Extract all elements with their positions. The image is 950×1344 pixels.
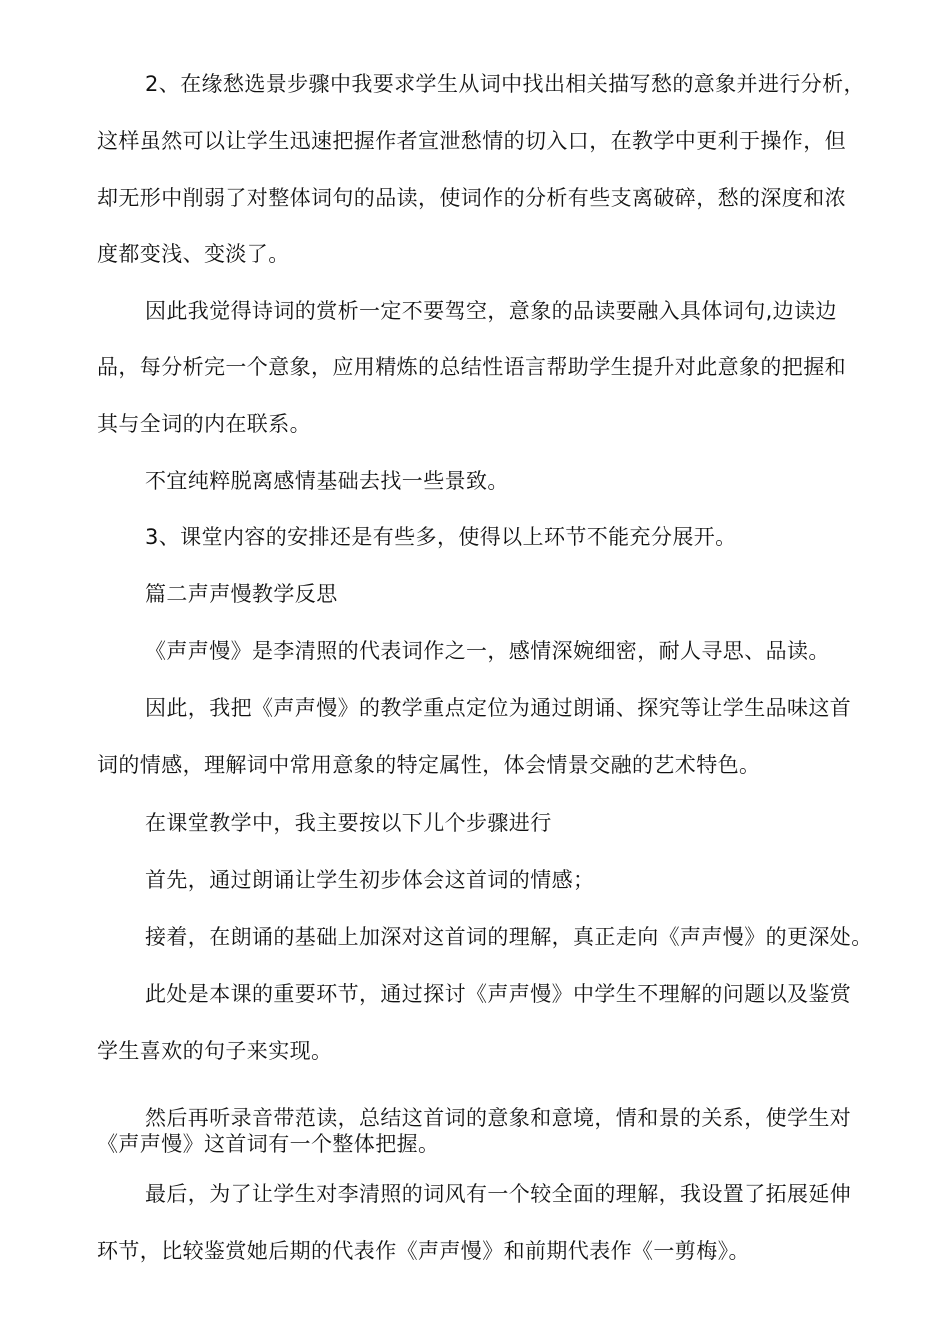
text-line: 首先，通过朗诵让学生初步体会这首词的情感；	[145, 868, 595, 892]
text-line: 《声声慢》这首词有一个整体把握。	[97, 1132, 440, 1156]
text-line: 2、在缘愁选景步骤中我要求学生从词中找出相关描写愁的意象并进行分析，	[145, 72, 865, 96]
text-line: 此处是本课的重要环节，通过探讨《声声慢》中学生不理解的问题以及鉴赏	[145, 982, 852, 1006]
text-line: 环节，比较鉴赏她后期的代表作《声声慢》和前期代表作《一剪梅》。	[97, 1239, 750, 1263]
text-line: 3、课堂内容的安排还是有些多，使得以上环节不能充分展开。	[145, 525, 737, 549]
text-line: 其与全词的内在联系。	[97, 412, 311, 436]
text-line: 《声声慢》是李清照的代表词作之一，感情深婉细密，耐人寻思、品读。	[145, 639, 830, 663]
text-line: 这样虽然可以让学生迅速把握作者宣泄愁情的切入口，在教学中更利于操作，但	[97, 129, 846, 153]
section-heading: 篇二声声慢教学反思	[145, 582, 338, 606]
text-line: 因此我觉得诗词的赏析一定不要驾空，意象的品读要融入具体词句,边读边	[145, 299, 837, 323]
text-line: 因此，我把《声声慢》的教学重点定位为通过朗诵、探究等让学生品味这首	[145, 696, 852, 720]
text-line: 不宜纯粹脱离感情基础去找一些景致。	[145, 469, 509, 493]
text-line: 学生喜欢的句子来实现。	[97, 1039, 333, 1063]
text-line: 最后，为了让学生对李清照的词风有一个较全面的理解，我设置了拓展延伸	[145, 1182, 852, 1206]
text-line: 在课堂教学中，我主要按以下儿个步骤进行	[145, 811, 552, 835]
text-line: 度都变浅、变淡了。	[97, 242, 290, 266]
text-line: 词的情感，理解词中常用意象的特定属性，体会情景交融的艺术特色。	[97, 753, 761, 777]
text-line: 品，每分析完一个意象，应用精炼的总结性语言帮助学生提升对此意象的把握和	[97, 355, 846, 379]
text-line: 接着，在朗诵的基础上加深对这首词的理解，真正走向《声声慢》的更深处。	[145, 925, 873, 949]
text-line: 然后再听录音带范读，总结这首词的意象和意境，情和景的关系，使学生对	[145, 1106, 852, 1130]
text-line: 却无形中削弱了对整体词句的品读，使词作的分析有些支离破碎，愁的深度和浓	[97, 186, 846, 210]
